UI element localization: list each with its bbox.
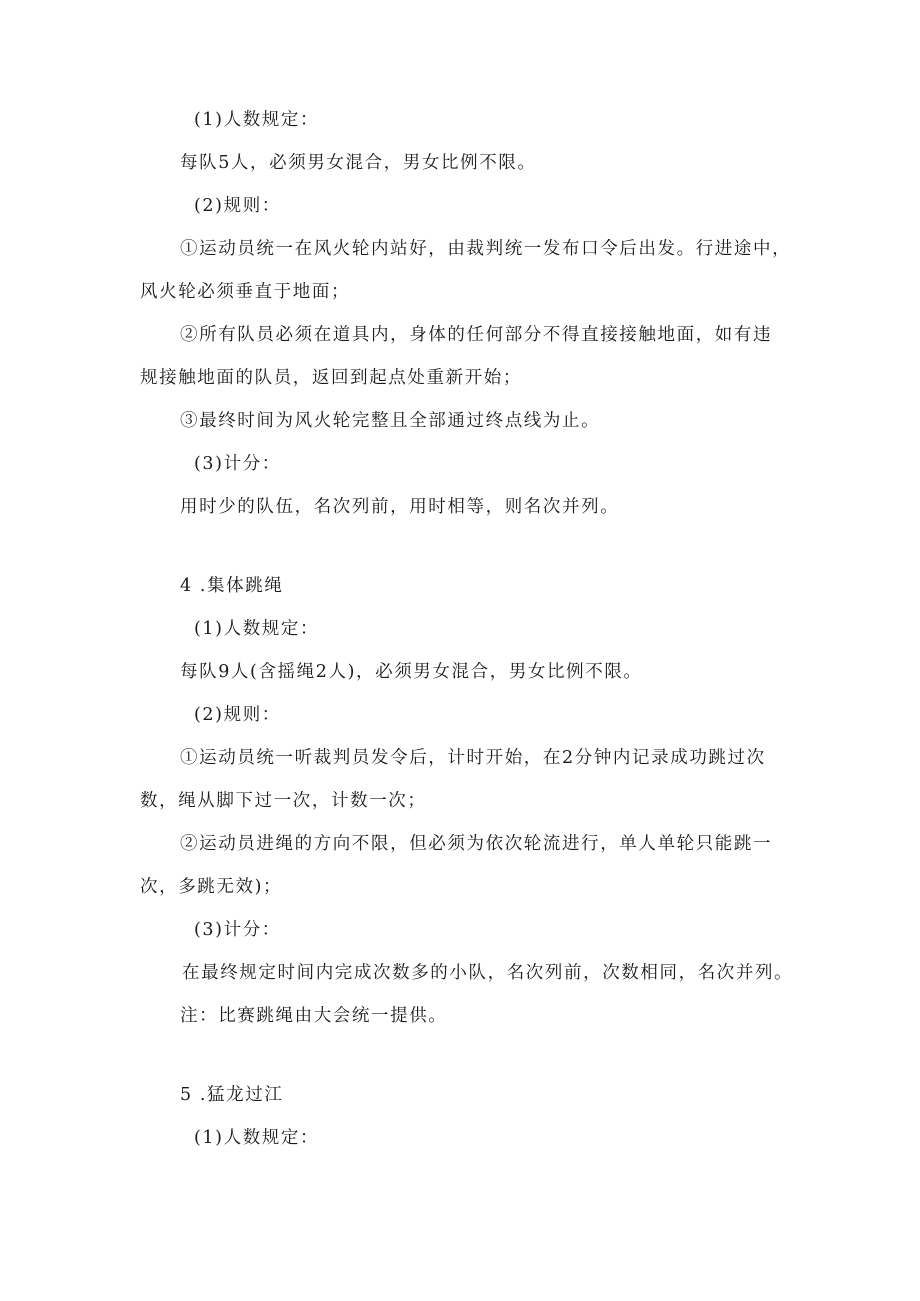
section4-scoring-heading: (3)计分：: [194, 920, 281, 940]
section4-scoring-text: 在最终规定时间内完成次数多的小队，名次列前，次数相同，名次并列。: [182, 963, 794, 983]
section3-rule1-line1: ①运动员统一在风火轮内站好，由裁判统一发布口令后出发。行进途中，: [180, 239, 792, 259]
section4-rule2-line1: ②运动员进绳的方向不限，但必须为依次轮流进行，单人单轮只能跳一: [180, 834, 773, 854]
section4-count-text: 每队9人(含摇绳2人)，必须男女混合，男女比例不限。: [180, 662, 643, 682]
section4-title: 4 .集体跳绳: [180, 576, 284, 596]
section3-scoring-text: 用时少的队伍，名次列前，用时相等，则名次并列。: [180, 497, 620, 517]
section5-count-heading: (1)人数规定：: [194, 1128, 320, 1148]
section4-rules-heading: (2)规则：: [194, 705, 281, 725]
section4-count-heading: (1)人数规定：: [194, 619, 320, 639]
section4-note: 注：比赛跳绳由大会统一提供。: [180, 1006, 448, 1026]
section3-rule1-line2: 风火轮必须垂直于地面；: [140, 282, 351, 302]
section5-title: 5 .猛龙过江: [180, 1085, 284, 1105]
section3-rule3: ③最终时间为风火轮完整且全部通过终点线为止。: [180, 411, 601, 431]
section3-rules-heading: (2)规则：: [194, 196, 281, 216]
section3-count-heading: (1)人数规定：: [194, 110, 320, 130]
section4-rule1-line2: 数，绳从脚下过一次，计数一次；: [140, 791, 427, 811]
section3-rule2-line2: 规接触地面的队员，返回到起点处重新开始；: [140, 368, 522, 388]
section3-count-text: 每队5人，必须男女混合，男女比例不限。: [180, 153, 537, 173]
section4-rule2-line2: 次，多跳无效)；: [140, 877, 283, 897]
section3-rule2-line1: ②所有队员必须在道具内，身体的任何部分不得直接接触地面，如有违: [180, 325, 773, 345]
section3-scoring-heading: (3)计分：: [194, 454, 281, 474]
section4-rule1-line1: ①运动员统一听裁判员发令后，计时开始，在2分钟内记录成功跳过次: [180, 748, 766, 768]
